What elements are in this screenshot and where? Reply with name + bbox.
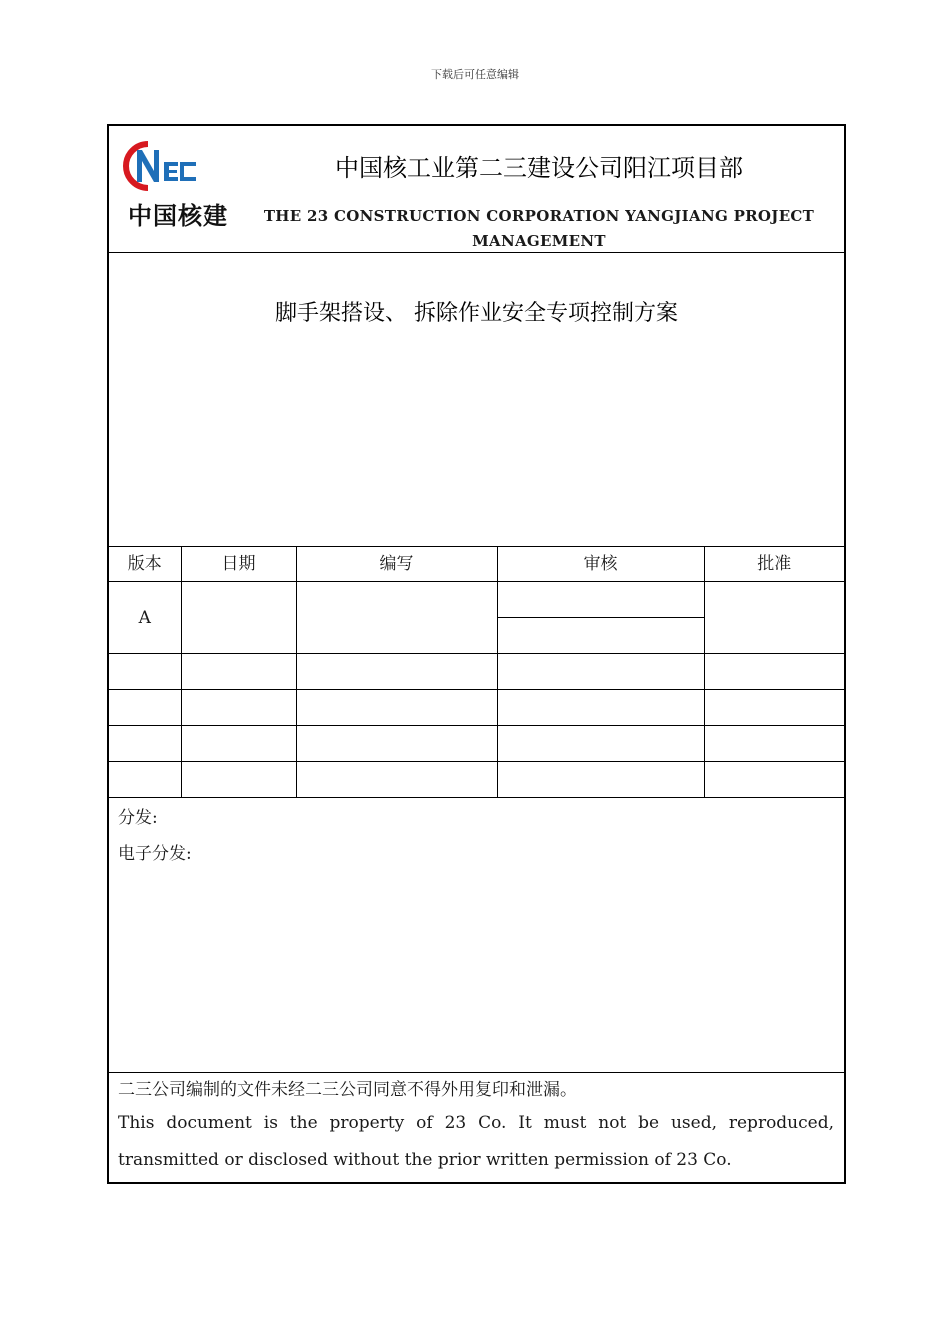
header-reviewed: 审核 [497,546,704,582]
company-name-english: THE 23 CONSTRUCTION CORPORATION YANGJIANG PROJECT MANAGEMENT [263,207,815,250]
revision-header-row [109,546,844,582]
company-name-chinese: 中国核工业第二三建设公司阳江项目部 [335,154,743,182]
revision-row [109,582,844,618]
company-logo [118,136,228,230]
header [109,126,844,253]
header-prepared: 编写 [296,546,497,582]
revision-reviewed-cell-2 [497,618,704,654]
table-row [109,690,844,726]
revision-version-cell: A [109,582,181,654]
document-frame [107,124,846,1184]
header-approved: 批准 [704,546,844,582]
revision-approved-cell [704,582,844,654]
logo-chinese-text: 中国核建 [128,202,228,230]
table-row [109,654,844,690]
table-row [109,726,844,762]
header-date: 日期 [181,546,296,582]
confidentiality-chinese: 二三公司编制的文件未经二三公司同意不得外用复印和泄漏。 [118,1080,577,1100]
revision-date-cell [181,582,296,654]
top-note: 下载后可任意编辑 [431,68,519,81]
cnec-logo-icon [118,136,228,196]
title-area [109,252,844,547]
document-title: 脚手架搭设、 拆除作业安全专项控制方案 [275,301,678,326]
distribution-section [109,801,844,1073]
revision-prepared-cell [296,582,497,654]
electronic-distribution-label: 电子分发: [118,844,192,864]
confidentiality-english: This document is the property of 23 Co. It must not be used, reproduced, transmitted or disclosed without the prior written permission of 23 Co. [118,1113,834,1170]
distribution-label: 分发: [118,808,158,828]
revision-table [109,546,844,798]
revision-reviewed-cell [497,582,704,618]
table-row [109,762,844,798]
header-version: 版本 [109,546,181,582]
confidentiality-footer [109,1073,844,1182]
